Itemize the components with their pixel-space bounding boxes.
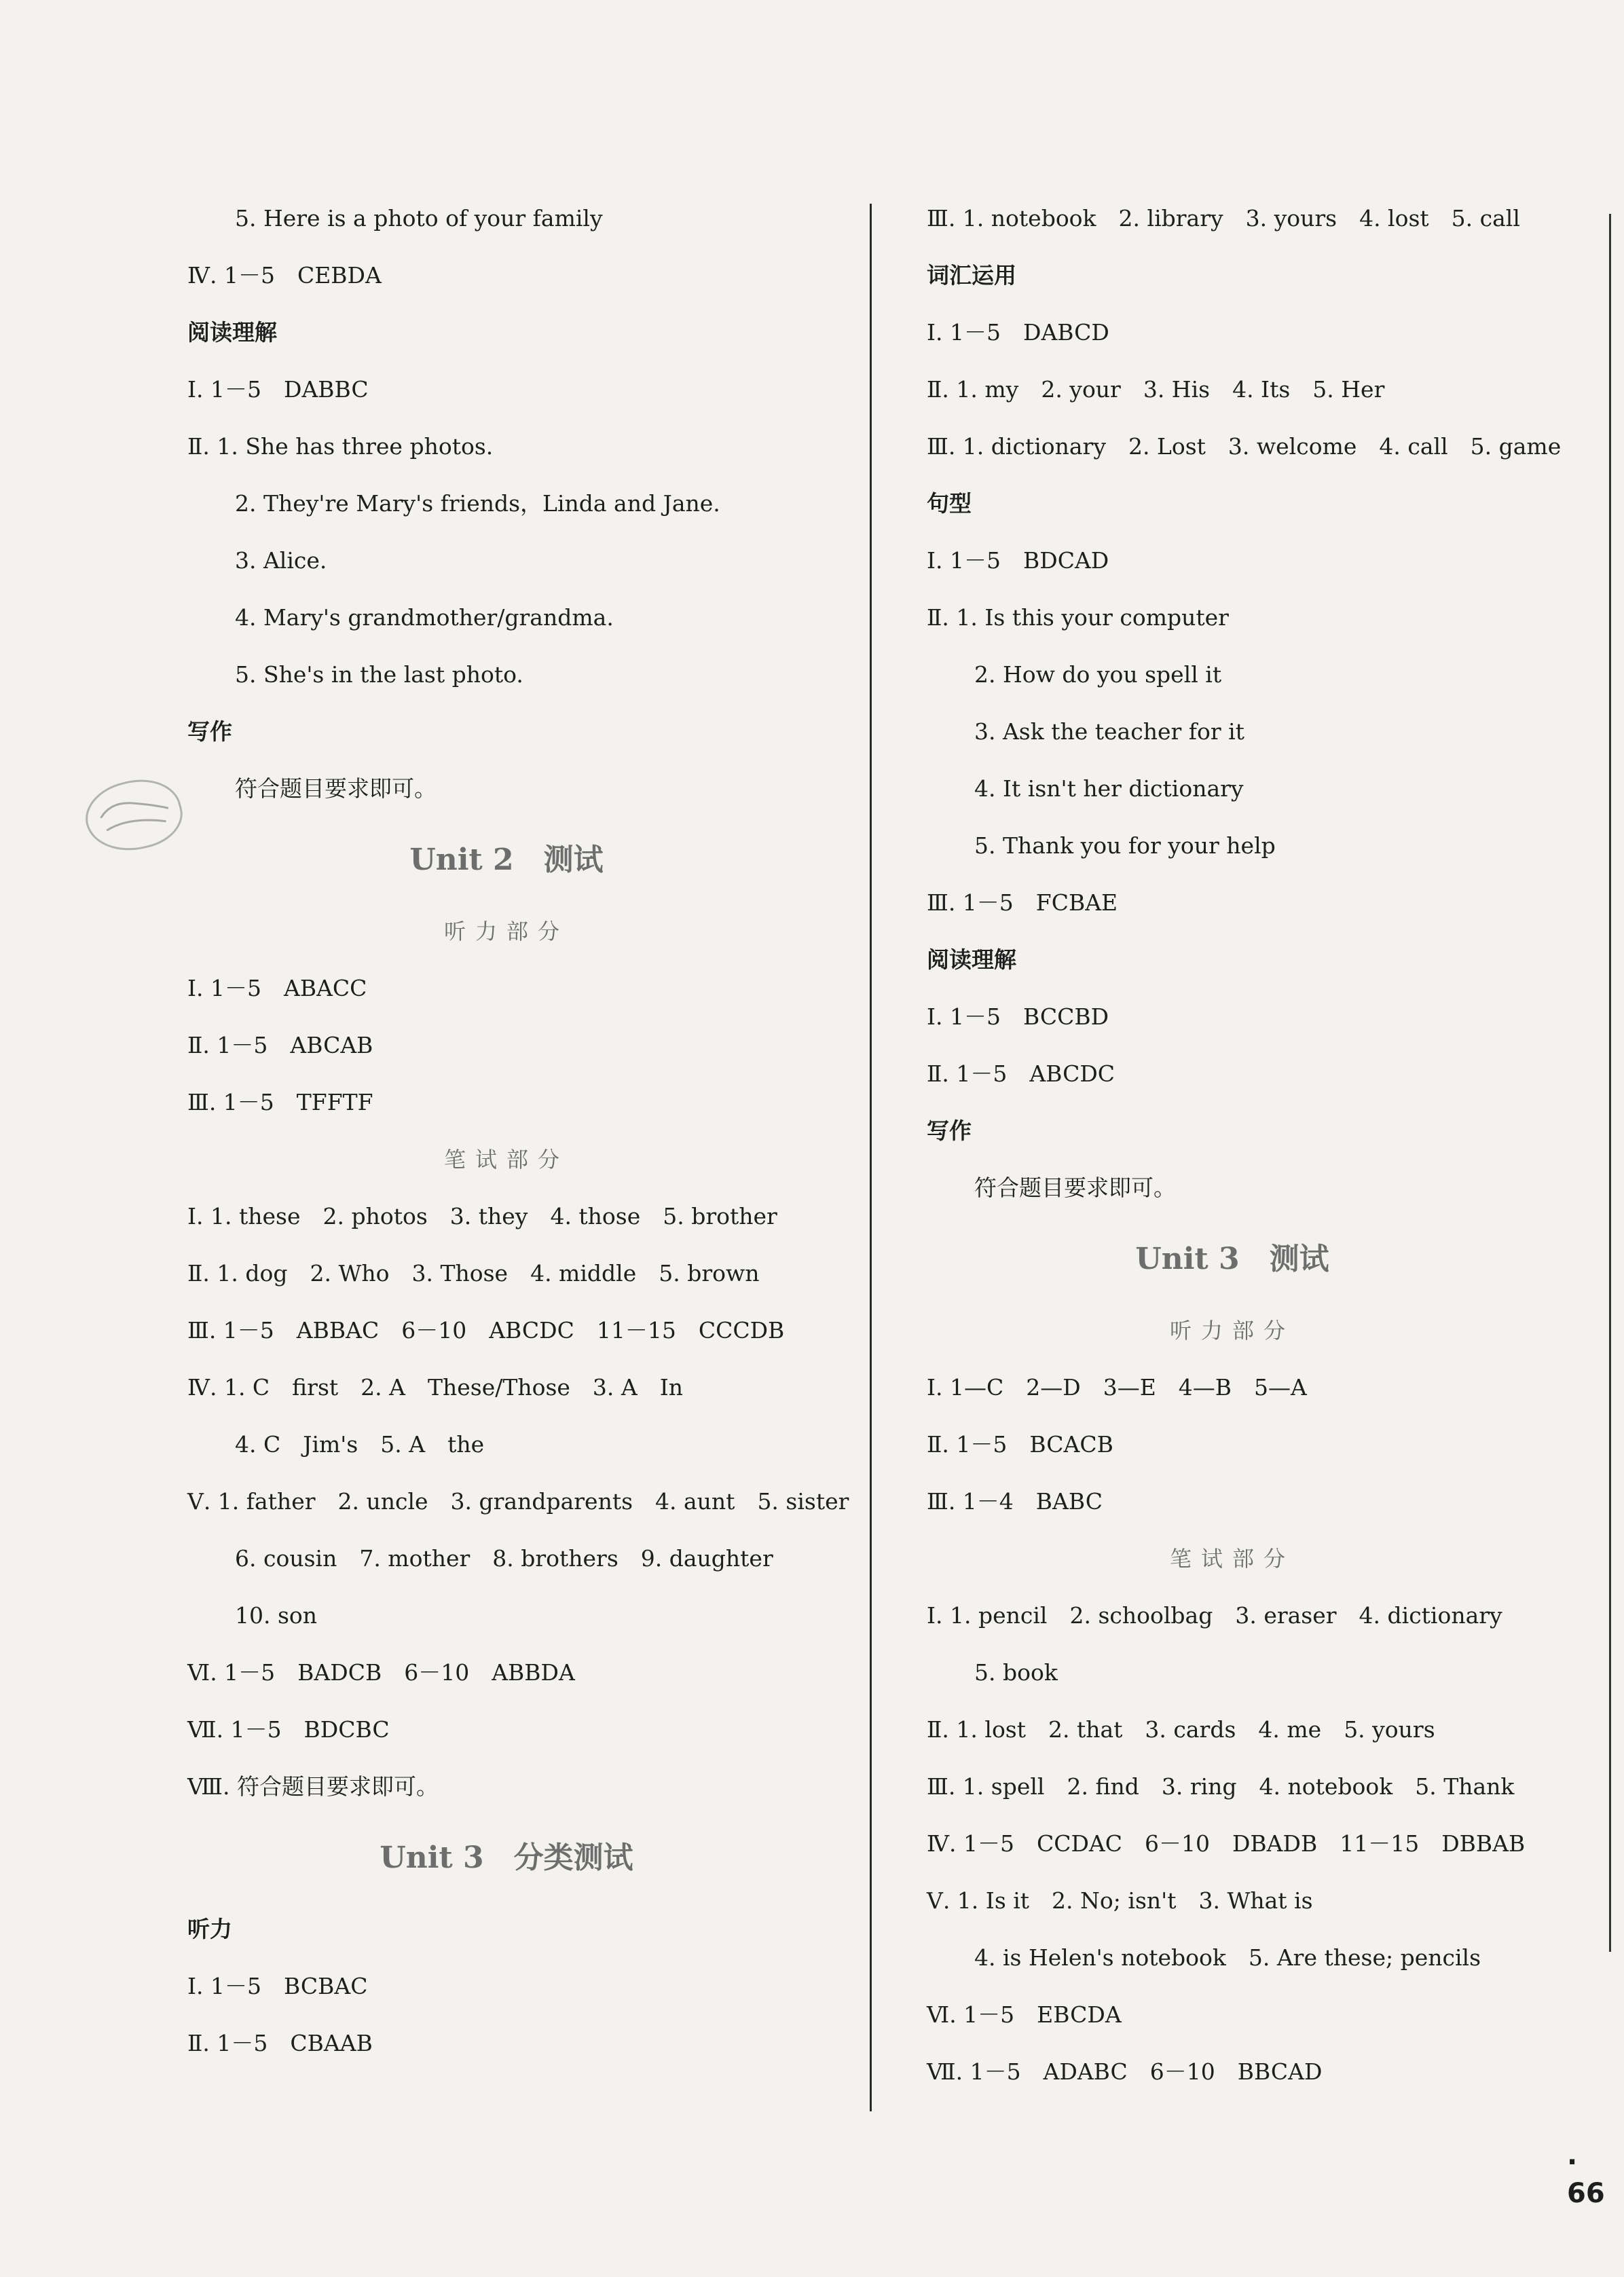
listening-subtitle: 听力部分 bbox=[443, 919, 569, 944]
answer-line: 5. She's in the last photo. bbox=[235, 661, 523, 688]
page-edge-rule bbox=[1609, 214, 1611, 1952]
answer-line: Ⅱ. 1－5 CBAAB bbox=[187, 2030, 373, 2056]
answer-line: 4. C Jim's 5. A the bbox=[235, 1431, 485, 1458]
answer-line: Ⅱ. 1. lost 2. that 3. cards 4. me 5. yours bbox=[927, 1716, 1435, 1743]
writing-subtitle: 笔试部分 bbox=[443, 1147, 569, 1172]
answer-line: 3. Ask the teacher for it bbox=[974, 718, 1244, 745]
section-heading: 句型 bbox=[927, 490, 972, 517]
answer-line: Ⅲ. 1－5 TFFTF bbox=[187, 1089, 373, 1115]
answer-line: 符合题目要求即可。 bbox=[235, 775, 437, 802]
answer-line: 4. Mary's grandmother/grandma. bbox=[235, 604, 614, 631]
answer-line: Ⅰ. 1－5 BDCAD bbox=[927, 547, 1109, 574]
section-heading: 听力 bbox=[187, 1916, 232, 1942]
answer-line: Ⅳ. 1－5 CEBDA bbox=[187, 262, 382, 289]
answer-line: Ⅲ. 1－4 BABC bbox=[927, 1488, 1103, 1515]
answer-line: Ⅳ. 1－5 CCDAC 6－10 DBADB 11－15 DBBAB bbox=[927, 1830, 1526, 1857]
page-number: · 66 bbox=[1567, 2147, 1605, 2209]
column-divider bbox=[870, 204, 872, 2111]
answer-line: Ⅱ. 1. dog 2. Who 3. Those 4. middle 5. brown bbox=[187, 1260, 760, 1286]
answer-line: Ⅰ. 1－5 ABACC bbox=[187, 975, 367, 1001]
answer-line: Ⅶ. 1－5 ADABC 6－10 BBCAD bbox=[927, 2058, 1323, 2085]
answer-line: Ⅵ. 1－5 EBCDA bbox=[927, 2001, 1122, 2028]
writing-subtitle: 笔试部分 bbox=[1169, 1546, 1295, 1572]
unit-title: Unit 3 测试 bbox=[1135, 1242, 1329, 1276]
section-heading: 词汇运用 bbox=[927, 262, 1016, 289]
answer-line: Ⅶ. 1－5 BDCBC bbox=[187, 1716, 390, 1743]
answer-line: Ⅱ. 1. Is this your computer bbox=[927, 604, 1229, 631]
answer-line: 5. Here is a photo of your family bbox=[235, 205, 603, 232]
section-heading: 阅读理解 bbox=[927, 946, 1016, 973]
answer-line: Ⅰ. 1－5 DABBC bbox=[187, 376, 369, 403]
answer-line: Ⅰ. 1－5 DABCD bbox=[927, 319, 1109, 346]
answer-line: Ⅰ. 1. these 2. photos 3. they 4. those 5. brother bbox=[187, 1203, 777, 1229]
answer-line: 10. son bbox=[235, 1602, 318, 1629]
answer-line: Ⅲ. 1－5 ABBAC 6－10 ABCDC 11－15 CCCDB bbox=[187, 1317, 785, 1344]
answer-line: 2. They're Mary's friends，Linda and Jane. bbox=[235, 490, 720, 517]
answer-line: Ⅰ. 1－5 BCBAC bbox=[187, 1973, 368, 1999]
section-heading: 阅读理解 bbox=[187, 319, 277, 346]
answer-line: 4. is Helen's notebook 5. Are these; pencils bbox=[974, 1944, 1481, 1971]
answer-line: 5. book bbox=[974, 1659, 1058, 1686]
answer-line: 符合题目要求即可。 bbox=[974, 1174, 1176, 1201]
answer-line: Ⅲ. 1－5 FCBAE bbox=[927, 889, 1118, 916]
answer-line: 6. cousin 7. mother 8. brothers 9. daughter bbox=[235, 1545, 773, 1572]
answer-line: Ⅲ. 1. dictionary 2. Lost 3. welcome 4. call 5. game bbox=[927, 433, 1562, 460]
answer-line: Ⅱ. 1－5 ABCAB bbox=[187, 1032, 373, 1058]
answer-line: Ⅲ. 1. notebook 2. library 3. yours 4. lost 5. call bbox=[927, 205, 1520, 232]
right-column bbox=[927, 190, 1562, 2100]
answer-line: Ⅱ. 1. my 2. your 3. His 4. Its 5. Her bbox=[927, 376, 1385, 403]
answer-line: Ⅴ. 1. father 2. uncle 3. grandparents 4. aunt 5. sister bbox=[187, 1488, 849, 1515]
answer-line: Ⅷ. 符合题目要求即可。 bbox=[187, 1773, 439, 1800]
answer-line: Ⅱ. 1. She has three photos. bbox=[187, 433, 494, 460]
section-heading: 写作 bbox=[927, 1117, 972, 1144]
section-heading: 写作 bbox=[187, 718, 232, 745]
unit-title: Unit 2 测试 bbox=[409, 843, 604, 877]
left-column bbox=[187, 190, 849, 2072]
answer-line: Ⅵ. 1－5 BADCB 6－10 ABBDA bbox=[187, 1659, 575, 1686]
answer-line: 2. How do you spell it bbox=[974, 661, 1222, 688]
answer-line: 3. Alice. bbox=[235, 547, 327, 574]
answer-line: Ⅱ. 1－5 ABCDC bbox=[927, 1060, 1115, 1087]
unit-title: Unit 3 分类测试 bbox=[380, 1840, 633, 1875]
answer-line: Ⅰ. 1－5 BCCBD bbox=[927, 1003, 1109, 1030]
answer-line: Ⅰ. 1—C 2—D 3—E 4—B 5—A bbox=[927, 1374, 1307, 1401]
answer-line: Ⅱ. 1－5 BCACB bbox=[927, 1431, 1113, 1458]
stamp-logo bbox=[79, 770, 189, 860]
answer-line: Ⅰ. 1. pencil 2. schoolbag 3. eraser 4. dictionary bbox=[927, 1602, 1502, 1629]
answer-line: 5. Thank you for your help bbox=[974, 832, 1276, 859]
answer-line: Ⅲ. 1. spell 2. find 3. ring 4. notebook 5. Thank bbox=[927, 1773, 1515, 1800]
answer-line: 4. It isn't her dictionary bbox=[974, 775, 1244, 802]
answer-line: Ⅳ. 1. C first 2. A These/Those 3. A In bbox=[187, 1374, 684, 1401]
answer-line: Ⅴ. 1. Is it 2. No; isn't 3. What is bbox=[927, 1887, 1313, 1914]
listening-subtitle: 听力部分 bbox=[1169, 1318, 1295, 1344]
